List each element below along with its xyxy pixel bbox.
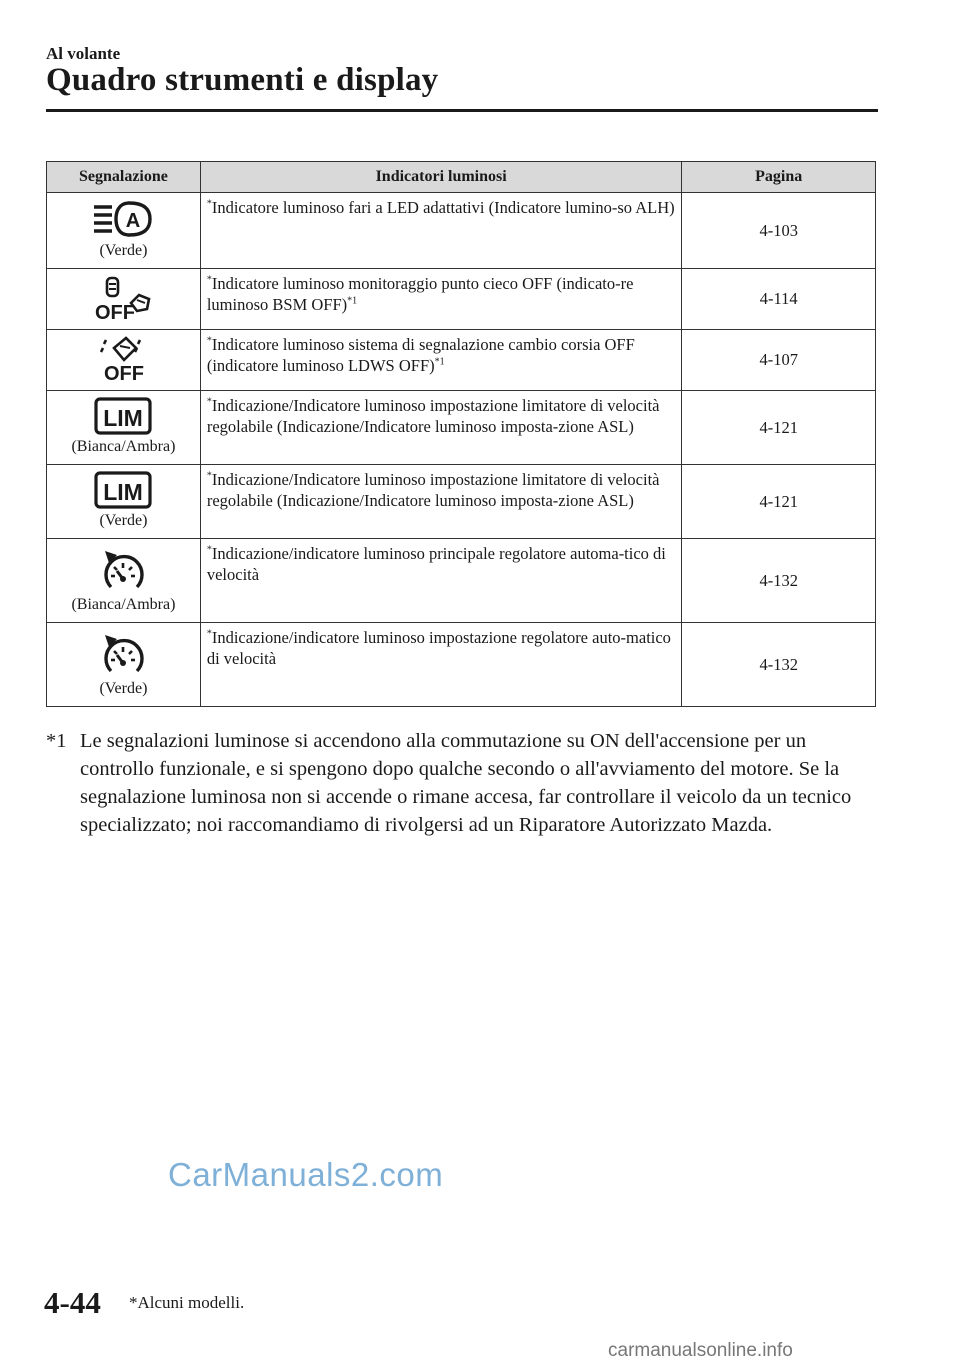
signal-cell <box>47 193 201 269</box>
description-text: Indicazione/indicatore luminoso principale regolatore automa-tico di velocità <box>206 544 666 584</box>
column-header-page: Pagina <box>682 162 876 193</box>
model-mark: * <box>206 274 212 286</box>
signal-color: (Verde) <box>99 512 148 529</box>
svg-text:OFF: OFF <box>104 363 145 382</box>
column-header-signal: Segnalazione <box>47 162 201 193</box>
signal-cell <box>47 269 201 330</box>
model-mark: * <box>206 544 212 556</box>
description-text: Indicatore luminoso sistema di segnalazione cambio corsia OFF (indicatore luminoso LDWS OFF) <box>206 335 635 375</box>
footnote-block <box>46 727 882 839</box>
blind-spot-off-icon <box>93 275 153 321</box>
model-mark: * <box>206 335 212 347</box>
column-header-indicators: Indicatori luminosi <box>200 162 682 193</box>
page-reference: 4-103 <box>682 193 876 269</box>
signal-cell <box>47 330 201 391</box>
page-reference: 4-132 <box>682 623 876 707</box>
section-label: Al volante <box>46 44 121 63</box>
indicator-description <box>200 539 682 623</box>
table-row <box>47 465 876 539</box>
signal-color: (Verde) <box>99 242 148 259</box>
table-row <box>47 330 876 391</box>
svg-text:LIM: LIM <box>103 405 144 431</box>
title-rule <box>46 109 878 112</box>
table-row <box>47 539 876 623</box>
site-watermark: carmanualsonline.info <box>608 1340 793 1361</box>
signal-cell <box>47 623 201 707</box>
watermark-logo: CarManuals2.com <box>168 1156 444 1193</box>
indicator-description <box>200 623 682 707</box>
signal-cell <box>47 391 201 465</box>
lim-icon <box>94 471 152 509</box>
signal-color: (Bianca/Ambra) <box>71 438 176 455</box>
footnote-text: Le segnalazioni luminose si accendono alla commutazione su ON dell'accensione per un controllo funzionale, e si spengono dopo qualche secondo o all'avviamento del motore. Se la segnalazione luminosa non si accende o rimane accesa, far controllare il veicolo da un tecnico specializzato; noi raccomandiamo di rivolgersi ad un Riparatore Autorizzato Mazda. <box>80 730 852 836</box>
signal-cell <box>47 465 201 539</box>
indicator-description <box>200 391 682 465</box>
model-mark: * <box>206 470 212 482</box>
cruise-control-icon <box>99 545 147 593</box>
signal-color: (Bianca/Ambra) <box>71 596 176 613</box>
svg-text:A: A <box>126 210 141 232</box>
table-row <box>47 391 876 465</box>
cruise-control-icon <box>99 629 147 677</box>
page-reference: 4-114 <box>682 269 876 330</box>
signal-cell <box>47 539 201 623</box>
description-text: Indicazione/Indicatore luminoso impostazione limitatore di velocità regolabile (Indicazione/Indicatore luminoso imposta-zione ASL) <box>206 470 660 510</box>
signal-color: (Verde) <box>99 680 148 697</box>
indicator-description <box>200 465 682 539</box>
svg-text:OFF: OFF <box>95 302 136 321</box>
table-header-row <box>47 162 876 193</box>
indicator-description <box>200 269 682 330</box>
indicator-description <box>200 193 682 269</box>
model-mark: * <box>206 198 212 210</box>
page-reference: 4-121 <box>682 391 876 465</box>
footnote-ref: *1 <box>347 295 358 307</box>
page-reference: 4-132 <box>682 539 876 623</box>
svg-text:LIM: LIM <box>103 479 144 505</box>
lane-departure-off-icon <box>100 336 146 382</box>
model-mark: * <box>206 396 212 408</box>
models-footnote: *Alcuni modelli. <box>129 1293 245 1312</box>
model-mark: * <box>206 628 212 640</box>
description-text: Indicatore luminoso fari a LED adattativi (Indicatore lumino-so ALH) <box>211 198 675 217</box>
table-row <box>47 193 876 269</box>
description-text: Indicatore luminoso monitoraggio punto cieco OFF (indicato-re luminoso BSM OFF) <box>206 274 634 314</box>
footnote-mark: *1 <box>46 730 67 752</box>
page-title: Quadro strumenti e display <box>46 62 439 98</box>
footnote-ref: *1 <box>434 356 445 368</box>
table-row <box>47 623 876 707</box>
page-reference: 4-107 <box>682 330 876 391</box>
adaptive-led-headlight-icon <box>92 199 154 239</box>
description-text: Indicazione/indicatore luminoso impostazione regolatore auto-matico di velocità <box>206 628 671 668</box>
indicator-description <box>200 330 682 391</box>
lim-icon <box>94 397 152 435</box>
description-text: Indicazione/Indicatore luminoso impostazione limitatore di velocità regolabile (Indicazione/Indicatore luminoso imposta-zione ASL) <box>206 396 660 436</box>
indicator-table <box>46 161 876 707</box>
page-number: 4-44 <box>44 1285 101 1320</box>
table-row <box>47 269 876 330</box>
page-reference: 4-121 <box>682 465 876 539</box>
